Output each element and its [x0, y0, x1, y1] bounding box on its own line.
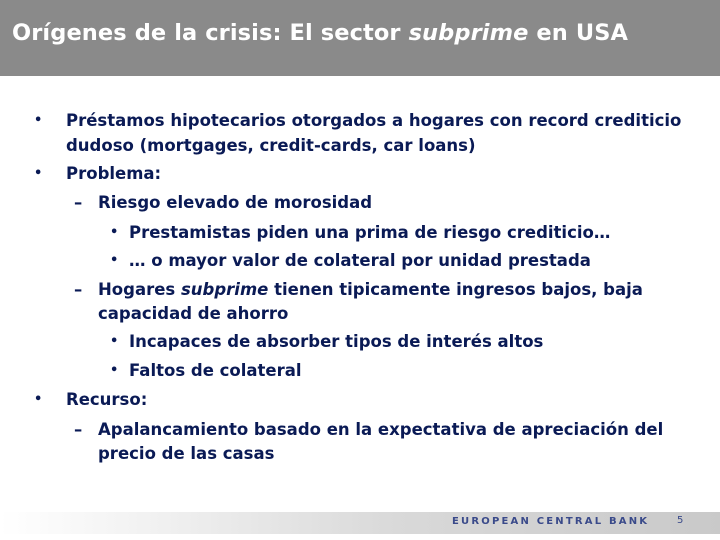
bullet-3-sub-1-line-2: precio de las casas — [98, 444, 275, 463]
page-number: 5 — [677, 515, 684, 526]
dash-marker: – — [74, 280, 83, 299]
dash-marker: – — [74, 420, 83, 439]
bullet-2-sub-2-item-a: Incapaces de absorber tipos de interés altos — [129, 332, 544, 351]
dash-marker: – — [74, 193, 83, 212]
footer-bar — [0, 512, 720, 534]
title-text-start: Orígenes de la crisis: El sector — [12, 20, 409, 46]
sub-2-text-start: Hogares — [98, 280, 181, 299]
title-text-emphasis: subprime — [408, 20, 529, 46]
bullet-2-sub-1: Riesgo elevado de morosidad — [98, 193, 373, 212]
bullet-marker: • — [110, 253, 119, 268]
bullet-2-sub-2-line-1 — [98, 279, 643, 301]
bullet-2: Problema: — [66, 164, 162, 183]
bullet-2-sub-2-item-b: Faltos de colateral — [129, 361, 302, 380]
bullet-3-sub-1-line-1: Apalancamiento basado en la expectativa de apreciación del — [98, 420, 664, 439]
bullet-1-line-1: Préstamos hipotecarios otorgados a hogares con record crediticio — [66, 111, 682, 130]
title-bar — [0, 0, 720, 76]
sub-2-text-emphasis: subprime — [180, 280, 269, 299]
bullet-2-sub-1-item-a: Prestamistas piden una prima de riesgo crediticio… — [129, 223, 611, 242]
bullet-marker: • — [34, 166, 43, 181]
bullet-marker: • — [34, 392, 43, 407]
title-text-end: en USA — [528, 20, 629, 46]
bullet-2-sub-2-line-2: capacidad de ahorro — [98, 304, 289, 323]
slide-title — [12, 20, 628, 46]
bullet-marker: • — [110, 363, 119, 378]
bullet-marker: • — [110, 225, 119, 240]
bullet-2-sub-1-item-b: … o mayor valor de colateral por unidad prestada — [129, 251, 591, 270]
bullet-1-line-2: dudoso (mortgages, credit-cards, car loans) — [66, 136, 476, 155]
bullet-marker: • — [110, 334, 119, 349]
sub-2-text-end: tienen tipicamente ingresos bajos, baja — [268, 280, 643, 299]
ecb-wordmark: EUROPEAN CENTRAL BANK — [452, 516, 650, 527]
bullet-3: Recurso: — [66, 390, 148, 409]
bullet-marker: • — [34, 113, 43, 128]
